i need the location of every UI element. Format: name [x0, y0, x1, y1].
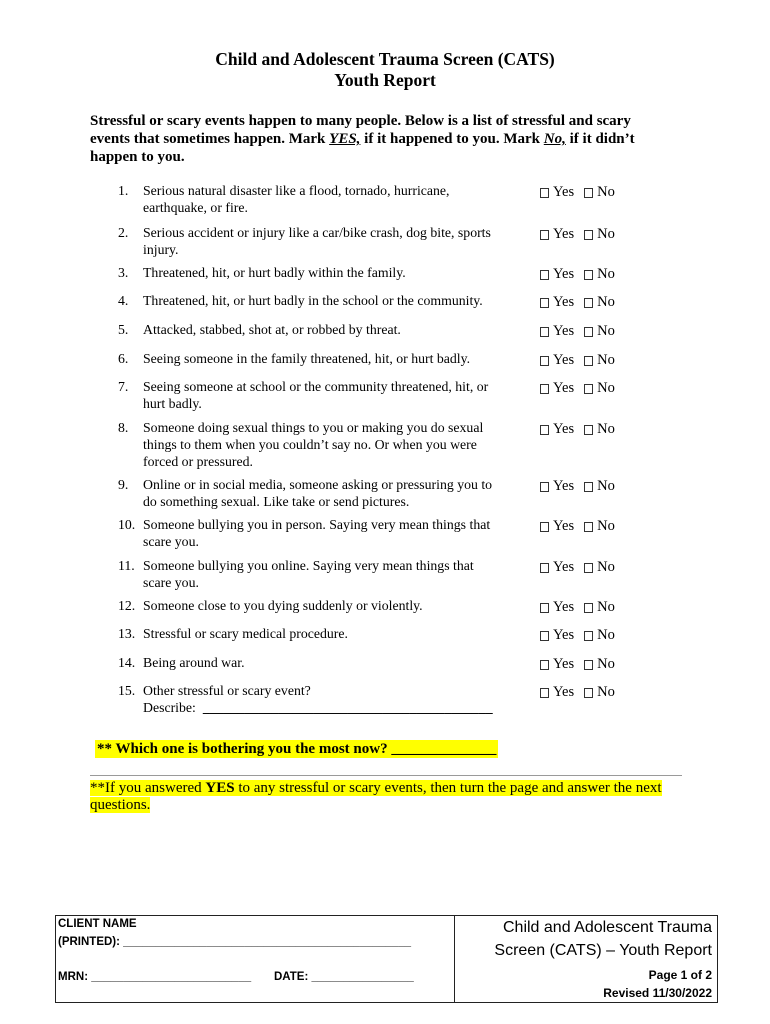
yes-checkbox[interactable]: [540, 660, 549, 670]
yes-no-choice: [540, 184, 615, 201]
item-text: [143, 682, 493, 716]
yes-checkbox[interactable]: [540, 631, 549, 641]
title-line-2: Youth Report: [334, 70, 436, 90]
item-number: 2.: [118, 225, 129, 240]
yes-no-choice: [540, 352, 615, 369]
form-title: [0, 49, 770, 91]
item-text-line: Someone bullying you online. Saying very mean things that: [143, 558, 474, 573]
no-checkbox[interactable]: [584, 482, 593, 492]
item-number: 4.: [118, 293, 129, 308]
no-checkbox[interactable]: [584, 631, 593, 641]
no-label: No: [597, 266, 615, 282]
item-text: [143, 476, 492, 510]
form-info-cell: [455, 916, 717, 1002]
no-label: No: [597, 323, 615, 339]
item-text: [143, 321, 401, 338]
yes-label: Yes: [553, 656, 575, 672]
no-label: No: [597, 599, 615, 615]
no-label: No: [597, 518, 615, 534]
most-bothering-question: [95, 740, 498, 758]
item-text-line: Serious natural disaster like a flood, tornado, hurricane,: [143, 183, 450, 198]
mrn-input-line[interactable]: _________________________: [91, 971, 252, 983]
yes-no-choice: [540, 478, 615, 495]
yes-checkbox[interactable]: [540, 425, 549, 435]
revision-date: Revised 11/30/2022: [603, 986, 712, 1000]
follow-up-line-1: [90, 780, 662, 797]
item-text-line: earthquake, or fire.: [143, 200, 248, 215]
yes-checkbox[interactable]: [540, 230, 549, 240]
yes-emphasis: YES: [205, 780, 235, 796]
title-line-1: Child and Adolescent Trauma Screen (CATS): [215, 49, 555, 69]
yes-label: Yes: [553, 266, 575, 282]
describe-line: [143, 699, 493, 716]
item-number: 7.: [118, 379, 129, 394]
client-info-cell: [56, 916, 455, 1002]
divider: [90, 775, 682, 776]
page-number: Page 1 of 2: [648, 968, 712, 982]
date-input-line[interactable]: ________________: [311, 971, 414, 983]
date-label: DATE:: [274, 971, 312, 983]
no-checkbox[interactable]: [584, 688, 593, 698]
yes-label: Yes: [553, 352, 575, 368]
item-number: 6.: [118, 351, 129, 366]
item-text-line: Seeing someone in the family threatened, hit, or hurt badly.: [143, 351, 471, 366]
yes-checkbox[interactable]: [540, 356, 549, 366]
instructions-line-1: Stressful or scary events happen to many people. Below is a list of stressful and scary: [90, 113, 631, 129]
item-text-line: do something sexual. Like take or send pictures.: [143, 494, 410, 509]
yes-checkbox[interactable]: [540, 482, 549, 492]
item-number: 10.: [118, 517, 136, 532]
no-emphasis: No,: [543, 131, 566, 147]
item-text: [143, 516, 490, 550]
yes-label: Yes: [553, 294, 575, 310]
item-text: [143, 597, 423, 614]
yes-label: Yes: [553, 323, 575, 339]
describe-label: Describe:: [143, 700, 196, 715]
no-checkbox[interactable]: [584, 298, 593, 308]
item-text: [143, 419, 483, 470]
no-label: No: [597, 352, 615, 368]
yes-checkbox[interactable]: [540, 270, 549, 280]
yes-no-choice: [540, 656, 615, 673]
no-checkbox[interactable]: [584, 356, 593, 366]
highlight: [90, 780, 662, 796]
yes-no-choice: [540, 599, 615, 616]
item-number: 13.: [118, 626, 136, 641]
no-label: No: [597, 656, 615, 672]
client-name-label: CLIENT NAME: [58, 918, 137, 930]
no-label: No: [597, 226, 615, 242]
yes-no-choice: [540, 266, 615, 283]
no-label: No: [597, 627, 615, 643]
no-checkbox[interactable]: [584, 230, 593, 240]
item-number: 15.: [118, 683, 136, 698]
instructions-text: if it happened to you. Mark: [360, 131, 544, 147]
yes-no-choice: [540, 226, 615, 243]
item-text-line: hurt badly.: [143, 396, 202, 411]
yes-no-choice: [540, 380, 615, 397]
instructions-line-3: happen to you.: [90, 149, 185, 165]
yes-no-choice: [540, 684, 615, 701]
yes-no-choice: [540, 294, 615, 311]
follow-up-text: to any stressful or scary events, then turn the page and answer the next: [234, 780, 662, 796]
footer-table: [55, 915, 718, 1003]
yes-label: Yes: [553, 559, 575, 575]
printed-name-field: [58, 935, 411, 949]
yes-checkbox[interactable]: [540, 522, 549, 532]
item-text: [143, 182, 450, 216]
item-number: 1.: [118, 183, 129, 198]
yes-label: Yes: [553, 684, 575, 700]
instructions-text: events that sometimes happen. Mark: [90, 131, 330, 147]
no-checkbox[interactable]: [584, 563, 593, 573]
item-number: 11.: [118, 558, 135, 573]
highlight: [95, 740, 498, 758]
yes-checkbox[interactable]: [540, 188, 549, 198]
item-text: [143, 625, 348, 642]
yes-checkbox[interactable]: [540, 688, 549, 698]
no-label: No: [597, 380, 615, 396]
no-label: No: [597, 559, 615, 575]
item-text: [143, 224, 491, 258]
yes-label: Yes: [553, 478, 575, 494]
footer-form-title-line-1: Child and Adolescent Trauma: [502, 919, 712, 936]
mrn-label: MRN:: [58, 971, 92, 983]
instructions: [90, 112, 635, 166]
yes-label: Yes: [553, 380, 575, 396]
follow-up-line-2: [90, 797, 662, 814]
item-text-line: Online or in social media, someone asking or pressuring you to: [143, 477, 493, 492]
no-label: No: [597, 421, 615, 437]
yes-checkbox[interactable]: [540, 298, 549, 308]
item-text: [143, 654, 245, 671]
no-label: No: [597, 478, 615, 494]
item-text: [143, 264, 406, 281]
item-text-line: things to them when you couldn’t say no. Or when you were: [143, 437, 477, 452]
mrn-field: [58, 970, 251, 984]
no-checkbox[interactable]: [584, 522, 593, 532]
yes-no-choice: [540, 559, 615, 576]
describe-input-line[interactable]: __________________________________________: [202, 700, 493, 715]
printed-name-input-line[interactable]: _____________________________________________: [123, 936, 411, 948]
printed-label: (PRINTED):: [58, 936, 124, 948]
item-number: 5.: [118, 322, 129, 337]
item-number: 3.: [118, 265, 129, 280]
item-text-line: Someone close to you dying suddenly or violently.: [143, 598, 423, 613]
no-checkbox[interactable]: [584, 660, 593, 670]
item-text: [143, 350, 470, 367]
yes-label: Yes: [553, 599, 575, 615]
yes-label: Yes: [553, 184, 575, 200]
yes-label: Yes: [553, 226, 575, 242]
most-bothering-input-line[interactable]: ______________: [391, 741, 497, 757]
no-label: No: [597, 294, 615, 310]
item-text-line: Threatened, hit, or hurt badly in the school or the community.: [143, 293, 483, 308]
no-checkbox[interactable]: [584, 327, 593, 337]
follow-up-text: **If you answered: [90, 780, 206, 796]
yes-label: Yes: [553, 627, 575, 643]
item-text-line: Stressful or scary medical procedure.: [143, 626, 348, 641]
item-text-line: Attacked, stabbed, shot at, or robbed by threat.: [143, 322, 401, 337]
yes-checkbox[interactable]: [540, 563, 549, 573]
yes-checkbox[interactable]: [540, 384, 549, 394]
item-text-line: Being around war.: [143, 655, 245, 670]
no-label: No: [597, 184, 615, 200]
item-text: [143, 378, 488, 412]
no-label: No: [597, 684, 615, 700]
instructions-text: if it didn’t: [565, 131, 635, 147]
item-number: 9.: [118, 477, 129, 492]
date-field: [274, 970, 414, 984]
no-checkbox[interactable]: [584, 425, 593, 435]
yes-emphasis: YES,: [329, 131, 361, 147]
item-text-line: Other stressful or scary event?: [143, 683, 311, 698]
item-text-line: injury.: [143, 242, 179, 257]
yes-no-choice: [540, 627, 615, 644]
yes-checkbox[interactable]: [540, 603, 549, 613]
yes-label: Yes: [553, 518, 575, 534]
item-number: 14.: [118, 655, 136, 670]
item-text-line: Threatened, hit, or hurt badly within the family.: [143, 265, 406, 280]
yes-label: Yes: [553, 421, 575, 437]
no-checkbox[interactable]: [584, 384, 593, 394]
no-checkbox[interactable]: [584, 188, 593, 198]
no-checkbox[interactable]: [584, 270, 593, 280]
item-text-line: Someone bullying you in person. Saying very mean things that: [143, 517, 491, 532]
item-text-line: Seeing someone at school or the community threatened, hit, or: [143, 379, 489, 394]
item-text-line: scare you.: [143, 575, 199, 590]
item-text-line: scare you.: [143, 534, 199, 549]
yes-no-choice: [540, 518, 615, 535]
item-text: [143, 292, 483, 309]
item-text-line: Serious accident or injury like a car/bike crash, dog bite, sports: [143, 225, 491, 240]
yes-no-choice: [540, 421, 615, 438]
follow-up-text: questions.: [90, 797, 151, 813]
follow-up-note: [90, 780, 662, 814]
yes-no-choice: [540, 323, 615, 340]
most-bothering-text: ** Which one is bothering you the most now?: [97, 741, 392, 757]
item-text-line: Someone doing sexual things to you or making you do sexual: [143, 420, 484, 435]
item-text-line: forced or pressured.: [143, 454, 253, 469]
item-number: 8.: [118, 420, 129, 435]
no-checkbox[interactable]: [584, 603, 593, 613]
footer-form-title-line-2: Screen (CATS) – Youth Report: [494, 942, 712, 959]
yes-checkbox[interactable]: [540, 327, 549, 337]
item-text: [143, 557, 474, 591]
item-number: 12.: [118, 598, 136, 613]
instructions-line-2: [90, 130, 635, 148]
